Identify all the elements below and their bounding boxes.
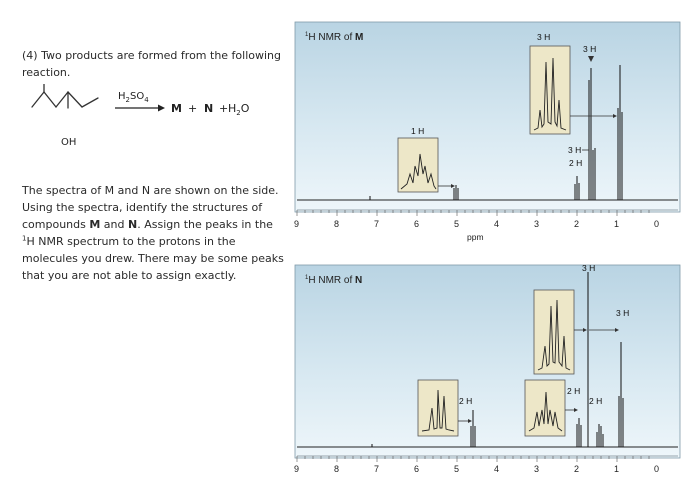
- axis-n-tick-label: 4: [494, 464, 500, 474]
- axis-n-tick-label: 5: [454, 464, 460, 474]
- label-n-3h-right: 3 H: [616, 308, 630, 318]
- axis-m-tick-label: 3: [534, 219, 540, 229]
- spectrum-n: [295, 263, 680, 458]
- inset-m-1h: [398, 138, 438, 192]
- axis-m-tick-label: 5: [454, 219, 460, 229]
- axis-m-tick-label: 6: [414, 219, 420, 229]
- axis-n-ticks: [294, 456, 659, 474]
- axis-m: [294, 210, 678, 242]
- axis-n-tick-label: 6: [414, 464, 420, 474]
- axis-n-tick-label: 3: [534, 464, 540, 474]
- spectrum-n-panel: [295, 265, 680, 458]
- label-m-1h: 1 H: [411, 126, 425, 136]
- reaction-scheme: [18, 84, 278, 164]
- axis-n-tick-label: 9: [294, 464, 300, 474]
- axis-m-tick-label: 9: [294, 219, 300, 229]
- label-n-2h-left: 2 H: [459, 396, 473, 406]
- label-n-3h-top: 3 H: [582, 263, 596, 273]
- axis-n-tick-label: 8: [334, 464, 340, 474]
- axis-m-tick-label: 4: [494, 219, 500, 229]
- label-m-3h-inset: 3 H: [537, 32, 551, 42]
- label-m-3h-tall: 3 H: [583, 44, 597, 54]
- axis-m-tick-label: 8: [334, 219, 340, 229]
- inset-m-3h: [530, 46, 570, 134]
- label-m-2h: 2 H: [569, 158, 583, 168]
- axis-n: [294, 456, 678, 474]
- axis-n-tick-label: 1: [614, 464, 620, 474]
- question-body: The spectra of M and N are shown on the side. Using the spectra, identify the structures of compounds M and N. Assign the peaks in the $^1$H NMR spectrum to the protons in the molecules you drew. There may be some peaks that you are not able to assign exactly.: [22, 184, 284, 282]
- label-n-2h-b: 2 H: [589, 396, 603, 406]
- label-m-3h-mid: 3 H: [568, 145, 582, 155]
- axis-unit: ppm: [467, 232, 484, 242]
- nmr-spectra-figure: [285, 0, 685, 477]
- label-n-2h-a: 2 H: [567, 386, 581, 396]
- hydroxyl-label: OH: [61, 137, 77, 148]
- axis-m-tick-label: 1: [614, 219, 620, 229]
- spectrum-n-title: $^1$H NMR of N: [305, 275, 363, 286]
- axis-n-tick-label: 2: [574, 464, 580, 474]
- inset-n-3h: [534, 290, 574, 374]
- spectrum-m-title: $^1$H NMR of M: [305, 32, 364, 43]
- axis-m-ticks: [294, 210, 659, 229]
- axis-n-tick-label: 7: [374, 464, 380, 474]
- axis-m-tick-label: 0: [654, 219, 660, 229]
- question-title: (4) Two products are formed from the following reaction.: [22, 49, 282, 79]
- products: $M + N +H_2O$: [171, 102, 250, 117]
- arrow-head: [158, 105, 165, 112]
- spectrum-m: [295, 22, 680, 212]
- axis-m-tick-label: 2: [574, 219, 580, 229]
- inset-n-2h-left: [418, 380, 458, 436]
- reactant-structure: [32, 84, 98, 108]
- reagent-label: $H_2SO_4$: [118, 91, 149, 104]
- axis-n-tick-label: 0: [654, 464, 660, 474]
- axis-m-tick-label: 7: [374, 219, 380, 229]
